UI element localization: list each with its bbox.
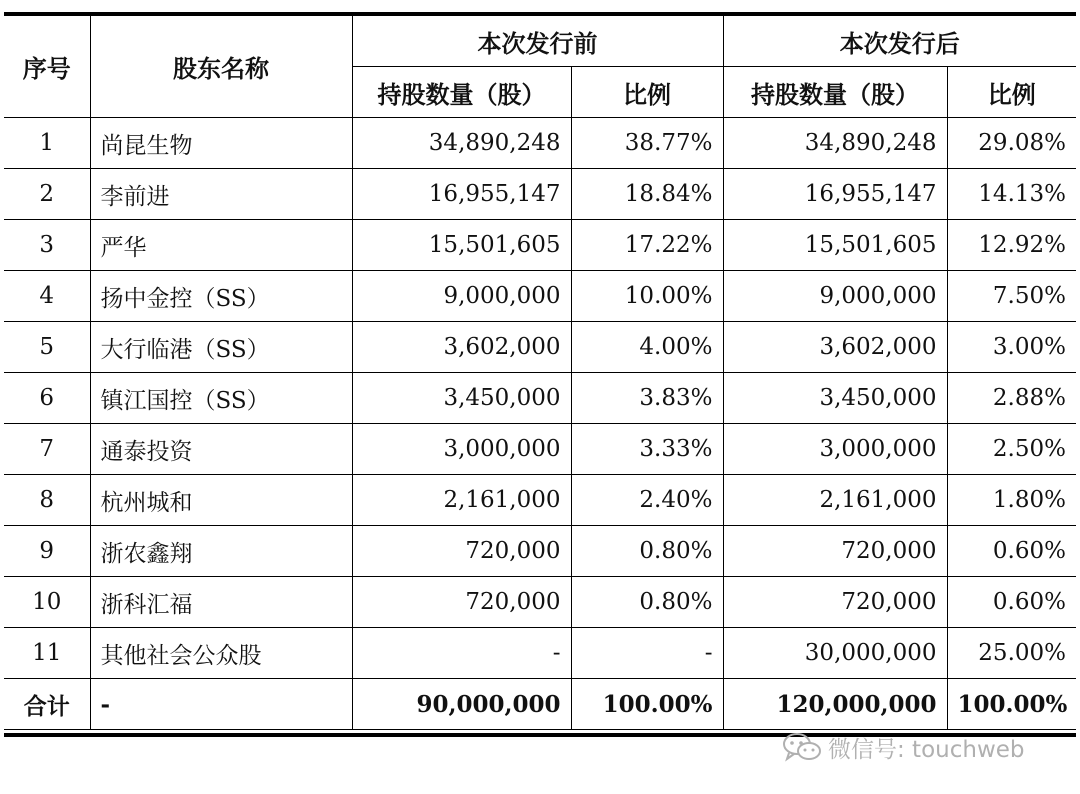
cell-name: 其他社会公众股	[90, 628, 352, 679]
cell-before-shares: 720,000	[352, 526, 571, 577]
total-row	[4, 679, 1076, 730]
cell-seq: 1	[4, 118, 90, 169]
cell-name: 浙农鑫翔	[90, 526, 352, 577]
cell-after-ratio: 2.50%	[947, 424, 1076, 475]
total-before-ratio: 100.00%	[571, 679, 723, 730]
table-row	[4, 322, 1076, 373]
table-row	[4, 526, 1076, 577]
cell-name: 杭州城和	[90, 475, 352, 526]
cell-after-ratio: 7.50%	[947, 271, 1076, 322]
total-label: 合计	[4, 679, 90, 730]
cell-seq: 4	[4, 271, 90, 322]
cell-after-shares: 16,955,147	[723, 169, 947, 220]
cell-after-shares: 15,501,605	[723, 220, 947, 271]
cell-name: 通泰投资	[90, 424, 352, 475]
cell-seq: 11	[4, 628, 90, 679]
cell-after-shares: 720,000	[723, 526, 947, 577]
cell-after-shares: 3,000,000	[723, 424, 947, 475]
cell-after-ratio: 1.80%	[947, 475, 1076, 526]
total-after-shares: 120,000,000	[723, 679, 947, 730]
cell-before-shares: 720,000	[352, 577, 571, 628]
cell-before-ratio: 3.83%	[571, 373, 723, 424]
cell-seq: 7	[4, 424, 90, 475]
cell-after-shares: 3,450,000	[723, 373, 947, 424]
table-row	[4, 424, 1076, 475]
cell-before-ratio: 0.80%	[571, 526, 723, 577]
cell-name: 大行临港（SS）	[90, 322, 352, 373]
total-before-shares: 90,000,000	[352, 679, 571, 730]
table-row	[4, 475, 1076, 526]
cell-name: 扬中金控（SS）	[90, 271, 352, 322]
watermark-text: 微信号: touchweb	[828, 736, 1025, 763]
cell-before-shares: 3,000,000	[352, 424, 571, 475]
table-row	[4, 169, 1076, 220]
cell-before-ratio: 10.00%	[571, 271, 723, 322]
cell-seq: 8	[4, 475, 90, 526]
table-row	[4, 271, 1076, 322]
cell-name: 李前进	[90, 169, 352, 220]
cell-before-shares: -	[352, 628, 571, 679]
shareholding-table	[4, 16, 1076, 730]
cell-before-ratio: 2.40%	[571, 475, 723, 526]
cell-before-ratio: 18.84%	[571, 169, 723, 220]
header-before: 本次发行前	[352, 16, 723, 67]
cell-after-shares: 9,000,000	[723, 271, 947, 322]
cell-seq: 9	[4, 526, 90, 577]
header-after-ratio: 比例	[947, 67, 1076, 118]
cell-before-ratio: 0.80%	[571, 577, 723, 628]
cell-before-shares: 3,602,000	[352, 322, 571, 373]
cell-after-shares: 30,000,000	[723, 628, 947, 679]
cell-after-ratio: 0.60%	[947, 577, 1076, 628]
cell-after-shares: 720,000	[723, 577, 947, 628]
cell-before-ratio: 4.00%	[571, 322, 723, 373]
header-row-1	[4, 16, 1076, 67]
header-before-ratio: 比例	[571, 67, 723, 118]
cell-name: 严华	[90, 220, 352, 271]
cell-before-ratio: -	[571, 628, 723, 679]
cell-name: 镇江国控（SS）	[90, 373, 352, 424]
total-name: -	[90, 679, 352, 730]
cell-name: 尚昆生物	[90, 118, 352, 169]
cell-before-shares: 2,161,000	[352, 475, 571, 526]
cell-seq: 5	[4, 322, 90, 373]
cell-before-shares: 34,890,248	[352, 118, 571, 169]
cell-before-ratio: 38.77%	[571, 118, 723, 169]
cell-before-ratio: 3.33%	[571, 424, 723, 475]
cell-before-shares: 16,955,147	[352, 169, 571, 220]
cell-after-shares: 2,161,000	[723, 475, 947, 526]
header-seq: 序号	[4, 16, 90, 118]
watermark	[782, 732, 1025, 762]
total-after-ratio: 100.00%	[947, 679, 1076, 730]
cell-seq: 6	[4, 373, 90, 424]
cell-before-ratio: 17.22%	[571, 220, 723, 271]
table-row	[4, 220, 1076, 271]
cell-after-shares: 34,890,248	[723, 118, 947, 169]
header-after: 本次发行后	[723, 16, 1076, 67]
table-row	[4, 577, 1076, 628]
table-row	[4, 628, 1076, 679]
cell-seq: 3	[4, 220, 90, 271]
header-before-shares: 持股数量（股）	[352, 67, 571, 118]
header-name: 股东名称	[90, 16, 352, 118]
cell-after-shares: 3,602,000	[723, 322, 947, 373]
table-row	[4, 373, 1076, 424]
cell-before-shares: 3,450,000	[352, 373, 571, 424]
cell-seq: 10	[4, 577, 90, 628]
table-row	[4, 118, 1076, 169]
cell-name: 浙科汇福	[90, 577, 352, 628]
cell-after-ratio: 3.00%	[947, 322, 1076, 373]
wechat-icon	[782, 732, 822, 762]
cell-after-ratio: 0.60%	[947, 526, 1076, 577]
cell-before-shares: 15,501,605	[352, 220, 571, 271]
cell-after-ratio: 2.88%	[947, 373, 1076, 424]
cell-after-ratio: 14.13%	[947, 169, 1076, 220]
cell-before-shares: 9,000,000	[352, 271, 571, 322]
header-after-shares: 持股数量（股）	[723, 67, 947, 118]
cell-after-ratio: 12.92%	[947, 220, 1076, 271]
cell-seq: 2	[4, 169, 90, 220]
cell-after-ratio: 25.00%	[947, 628, 1076, 679]
shareholding-table-container	[4, 12, 1076, 737]
cell-after-ratio: 29.08%	[947, 118, 1076, 169]
